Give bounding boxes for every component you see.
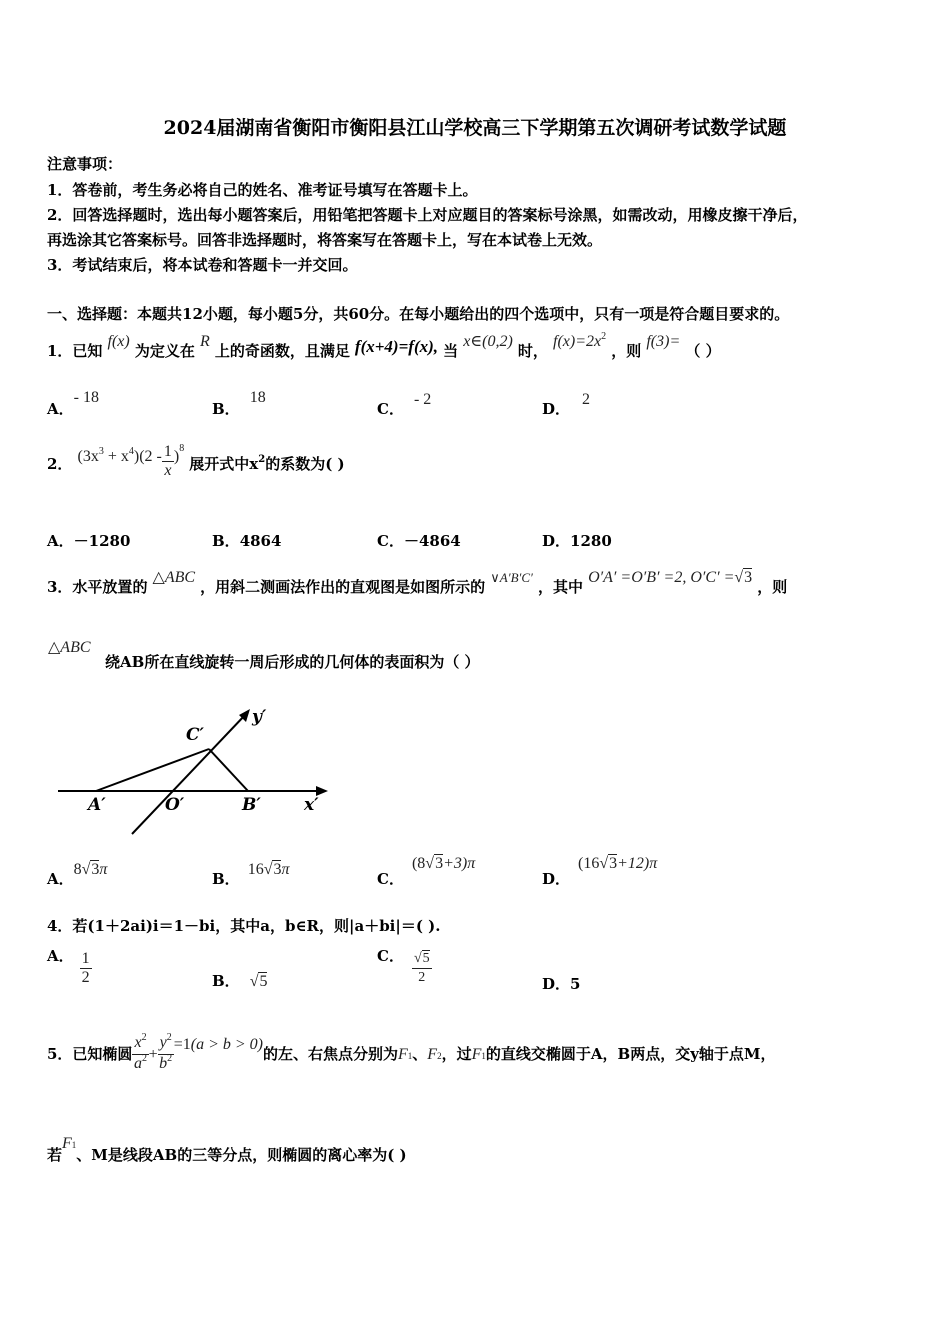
label-x: x′ xyxy=(304,795,319,815)
option-c[interactable]: C．- 2 xyxy=(377,391,432,418)
notice-heading: 注意事项： xyxy=(47,155,123,173)
option-b[interactable]: B．16√3π xyxy=(212,861,290,888)
option-d[interactable]: D．5 xyxy=(542,975,581,993)
label-o: O′ xyxy=(165,795,185,815)
option-a[interactable]: A． $\frac{1}{2}$ xyxy=(47,947,90,986)
option-d[interactable]: D．2 xyxy=(542,391,591,418)
oblique-projection-figure xyxy=(50,698,340,840)
question-2: 2． $(3x^3 + x^4)(2$ - $\frac{1}{x}$ )$^8$ 展开式中$x^2$的系数为( ) xyxy=(47,443,345,479)
question-3-cont: 绕AB所在直线旋转一周后形成的几何体的表面积为（ ） xyxy=(105,653,480,671)
label-y: y′ xyxy=(252,707,267,727)
segment-cb xyxy=(209,749,248,791)
option-b[interactable]: B．18 xyxy=(212,389,266,418)
label-c: C′ xyxy=(186,725,205,745)
option-a[interactable]: A．8√3π xyxy=(47,861,108,888)
page-title: 2024届湖南省衡阳市衡阳县江山学校高三下学期第五次调研考试数学试题 xyxy=(163,117,787,139)
option-c[interactable]: C． $\frac{√5}{2}$ xyxy=(377,947,430,985)
question-1: 1．已知 f(x) 为定义在 R 上的奇函数，且满足 f(x+4)=f(x), 当 x∈(0,2) 时， $f(x)=2x^2$ ，则 f(3)= （ ） xyxy=(47,331,721,360)
notice-item-2-cont: 再选涂其它答案标号。回答非选择题时，将答案写在答题卡上，写在本试卷上无效。 xyxy=(47,231,603,249)
option-b[interactable]: B． √5 xyxy=(212,972,268,990)
label-b: B′ xyxy=(242,795,261,815)
option-c[interactable]: C．－4864 xyxy=(377,532,461,550)
notice-item-2: 2．回答选择题时，选出每小题答案后，用铅笔把答题卡上对应题目的答案标号涂黑，如需改动，用橡皮擦干净后， xyxy=(47,206,808,224)
option-b[interactable]: B．4864 xyxy=(212,532,282,550)
option-d[interactable]: D．1280 xyxy=(542,532,612,550)
option-c[interactable]: C．(8√3+3)π xyxy=(377,855,476,888)
option-a[interactable]: A．－1280 xyxy=(47,532,131,550)
label-a: A′ xyxy=(88,795,106,815)
question-5: 5．已知椭圆 $\frac{x^2}{a^2}$ + $\frac{y^2}{b^2}$ =1(a > b > 0)的左、右焦点分别为F1、F2，过F1的直线交椭圆于A，B两点，交y轴于点M， xyxy=(47,1032,776,1072)
notice-item-1: 1．答卷前，考生务必将自己的姓名、准考证号填写在答题卡上。 xyxy=(47,181,478,199)
option-a[interactable]: A．- 18 xyxy=(47,389,99,418)
triangle-abc: △ABC xyxy=(48,639,91,656)
question-5-cont: 若F1、M是线段AB的三等分点，则椭圆的离心率为( ) xyxy=(47,1135,407,1164)
question-4: 4．若(1＋2ai)i＝1－bi，其中a，b∈R，则|a＋bi|＝( ). xyxy=(47,917,441,935)
notice-item-3: 3．考试结束后，将本试卷和答题卡一并交回。 xyxy=(47,256,358,274)
question-3: 3．水平放置的 △ABC ，用斜二测画法作出的直观图是如图所示的 ∨A′B′C′ ，其中 O′A′ =O′B′ =2, O′C′ =√3 ，则 xyxy=(47,569,788,596)
option-d[interactable]: D．(16√3+12)π xyxy=(542,855,658,888)
section-heading: 一、选择题：本题共12小题，每小题5分，共60分。在每小题给出的四个选项中，只有一项是符合题目要求的。 xyxy=(47,305,790,323)
